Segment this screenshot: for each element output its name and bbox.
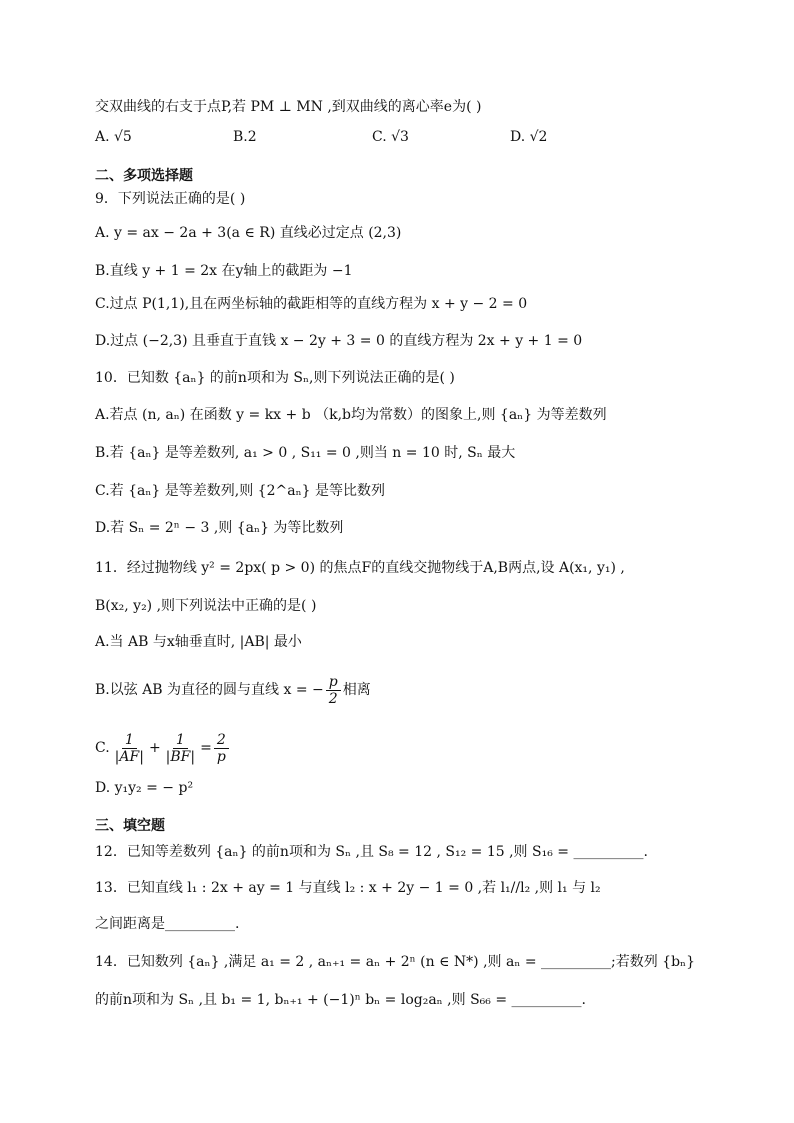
q9-option-b: B.直线 y + 1 = 2x 在y轴上的截距为 −1: [95, 263, 353, 279]
q9-option-c: C.过点 P(1,1),且在两坐标轴的截距相等的直线方程为 x + y − 2 = 0: [95, 296, 528, 312]
q11-option-c-label: C.: [95, 740, 110, 756]
fraction-1-over-bf: [163, 732, 198, 765]
fraction-denominator: |AF|: [114, 748, 144, 765]
question-14-stem: 14．已知数列 {aₙ} ,满足 a₁ = 2 , aₙ₊₁ = aₙ + 2ⁿ (n ∈ N*) ,则 aₙ = __________;若数列 {bₙ}: [95, 954, 696, 970]
q8-option-b: B.2: [233, 129, 257, 145]
question-8-stem-continued: 交双曲线的右支于点P,若 PM ⊥ MN ,到双曲线的离心率e为( ): [95, 99, 482, 115]
question-12: 12．已知等差数列 {aₙ} 的前n项和为 Sₙ ,且 S₈ = 12 , S₁₂ = 15 ,则 S₁₆ = __________.: [95, 844, 648, 860]
equals-sign: =: [200, 740, 212, 756]
q11-option-d: D. y₁y₂ = − p²: [95, 780, 194, 796]
fraction-p-over-2: [326, 674, 341, 707]
fraction-numerator: p: [326, 674, 341, 691]
q8-option-d: D. √2: [510, 129, 548, 145]
question-11-stem-continued: B(x₂, y₂) ,则下列说法中正确的是( ): [95, 598, 317, 614]
question-14-stem-continued: 的前n项和为 Sₙ ,且 b₁ = 1, bₙ₊₁ + (−1)ⁿ bₙ = log₂aₙ ,则 S₆₆ = __________.: [95, 992, 586, 1008]
fraction-numerator: 2: [214, 732, 229, 749]
question-9-stem: 9．下列说法正确的是( ): [95, 191, 246, 207]
question-13-stem: 13．已知直线 l₁ : 2x + ay = 1 与直线 l₂ : x + 2y − 1 = 0 ,若 l₁//l₂ ,则 l₁ 与 l₂: [95, 880, 601, 896]
q11-option-a: A.当 AB 与x轴垂直时, |AB| 最小: [95, 634, 302, 650]
q9-option-a: A. y = ax − 2a + 3(a ∈ R) 直线必过定点 (2,3): [95, 225, 402, 241]
q8-option-a: A. √5: [95, 129, 132, 145]
q11-option-b-tail: 相离: [342, 682, 371, 698]
fraction-numerator: 1: [122, 732, 137, 749]
q10-option-b: B.若 {aₙ} 是等差数列, a₁ > 0 , S₁₁ = 0 ,则当 n = 10 时, Sₙ 最大: [95, 445, 516, 461]
fraction-denominator: p: [216, 748, 226, 765]
section-heading-multiple-choice: 二、多项选择题: [95, 168, 193, 184]
fraction-denominator: 2: [328, 690, 338, 707]
q11-option-b-text: B.以弦 AB 为直径的圆与直线 x = −: [95, 682, 324, 698]
question-10-stem: 10．已知数 {aₙ} 的前n项和为 Sₙ,则下列说法正确的是( ): [95, 370, 455, 386]
fraction-numerator: 1: [173, 732, 188, 749]
fraction-denominator: |BF|: [165, 748, 196, 765]
q10-option-a: A.若点 (n, aₙ) 在函数 y = kx + b （k,b均为常数）的图象上,则 {aₙ} 为等差数列: [95, 407, 607, 423]
q9-option-d: D.过点 (−2,3) 且垂直于直钱 x − 2y + 3 = 0 的直线方程为 2x + y + 1 = 0: [95, 333, 583, 349]
q10-option-c: C.若 {aₙ} 是等差数列,则 {2^aₙ} 是等比数列: [95, 483, 385, 499]
q11-option-b: [95, 670, 371, 710]
section-heading-fill-in: 三、填空题: [95, 818, 165, 834]
plus-sign: +: [148, 740, 161, 756]
fraction-1-over-af: [112, 732, 147, 765]
q8-option-c: C. √3: [372, 129, 409, 145]
fraction-2-over-p: [214, 732, 229, 765]
question-13-stem-continued: 之间距离是__________.: [95, 916, 240, 932]
question-11-stem: 11．经过抛物线 y² = 2px( p > 0) 的焦点F的直线交抛物线于A,B两点,设 A(x₁, y₁) ,: [95, 560, 625, 576]
q10-option-d: D.若 Sₙ = 2ⁿ − 3 ,则 {aₙ} 为等比数列: [95, 520, 344, 536]
q11-option-c: [95, 726, 231, 770]
